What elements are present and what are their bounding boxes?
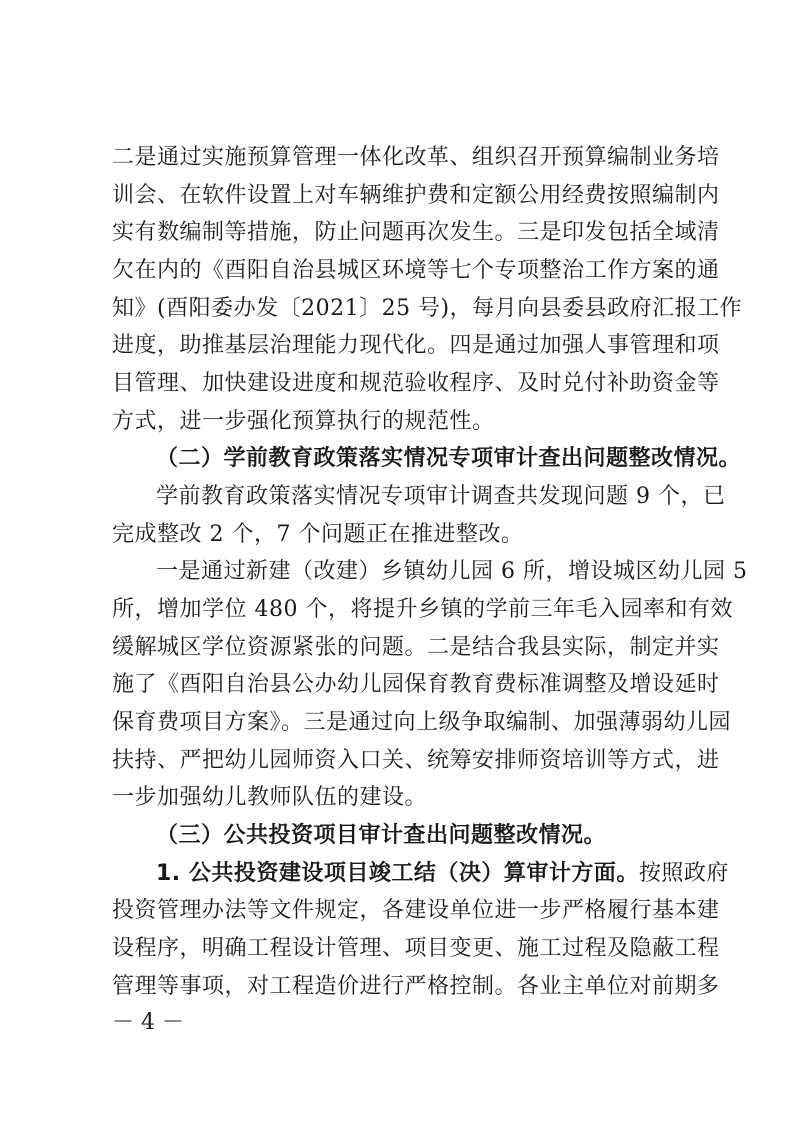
body-text-line: 目管理、加快建设进度和规范验收程序、及时兑付补助资金等 bbox=[112, 371, 720, 396]
body-text-line: 施了《酉阳自治县公办幼儿园保育教育费标准调整及增设延时 bbox=[112, 672, 720, 697]
body-text-line: 设程序，明确工程设计管理、项目变更、施工过程及隐蔽工程 bbox=[112, 936, 720, 961]
body-text-line: 知》(酉阳委办发〔2021〕25 号)，每月向县委县政府汇报工作 bbox=[112, 296, 743, 321]
body-text-line: 实有数编制等措施，防止问题再次发生。三是印发包括全域清 bbox=[112, 220, 720, 245]
body-text-line: 进度，助推基层治理能力现代化。四是通过加强人事管理和项 bbox=[112, 333, 720, 358]
body-text-line: 训会、在软件设置上对车辆维护费和定额公用经费按照编制内 bbox=[112, 183, 720, 208]
body-text-run: 按照政府 bbox=[638, 861, 729, 886]
page-number: － 4 － bbox=[112, 1010, 184, 1035]
body-text-line: 二是通过实施预算管理一体化改革、组织召开预算编制业务培 bbox=[112, 145, 720, 170]
body-text-line: 投资管理办法等文件规定，各建设单位进一步严格履行基本建 bbox=[112, 898, 720, 923]
section-heading: （三）公共投资项目审计查出问题整改情况。 bbox=[156, 823, 607, 848]
body-text-line: 扶持、严把幼儿园师资入口关、统筹安排师资培训等方式，进 bbox=[112, 748, 720, 773]
body-text-line: 一步加强幼儿教师队伍的建设。 bbox=[112, 785, 428, 810]
body-text-line: 缓解城区学位资源紧张的问题。二是结合我县实际，制定并实 bbox=[112, 635, 720, 660]
body-text-line bbox=[156, 855, 729, 893]
body-text-line: 完成整改 2 个，7 个问题正在推进整改。 bbox=[112, 522, 524, 547]
body-text-line: 保育费项目方案》。三是通过向上级争取编制、加强薄弱幼儿园 bbox=[112, 710, 732, 735]
body-text-line: 所，增加学位 480 个，将提升乡镇的学前三年毛入园率和有效 bbox=[112, 597, 733, 622]
subsection-lead: 1. 公共投资建设项目竣工结（决）算审计方面。 bbox=[156, 861, 639, 886]
body-text-line: 一是通过新建（改建）乡镇幼儿园 6 所，增设城区幼儿园 5 bbox=[156, 559, 748, 584]
body-text-line: 欠在内的《酉阳自治县城区环境等七个专项整治工作方案的通 bbox=[112, 258, 720, 283]
section-heading: （二）学前教育政策落实情况专项审计查出问题整改情况。 bbox=[156, 446, 742, 471]
body-text-line: 方式，进一步强化预算执行的规范性。 bbox=[112, 409, 495, 434]
body-text-line: 学前教育政策落实情况专项审计调查共发现问题 9 个，已 bbox=[156, 484, 726, 509]
body-text-line: 管理等事项，对工程造价进行严格控制。各业主单位对前期多 bbox=[112, 974, 720, 999]
